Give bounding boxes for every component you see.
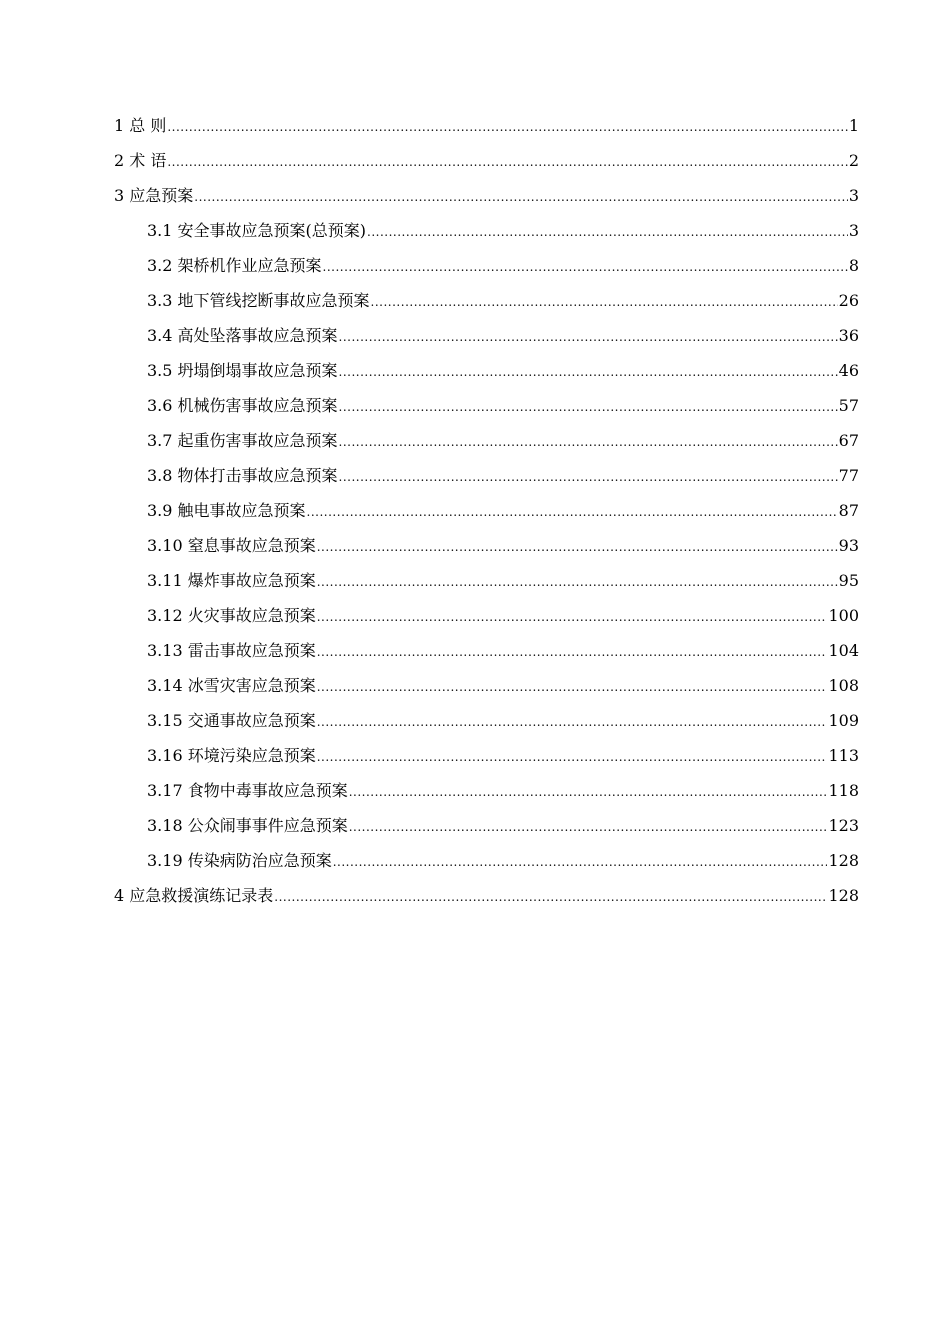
toc-leader-dots [367,217,848,247]
toc-entry-3-9[interactable] [114,496,859,531]
toc-entry-3-15[interactable] [114,706,859,741]
toc-entry-title: 3.18 公众闹事事件应急预案 [147,816,348,835]
toc-entry-3-2[interactable] [114,251,859,286]
toc-entry-page: 123 [828,816,859,835]
toc-entry-3-3[interactable] [114,286,859,321]
toc-leader-dots [317,742,828,772]
toc-entry-title: 3.1 安全事故应急预案(总预案) [147,221,367,240]
toc-entry-page: 100 [828,606,859,625]
toc-entry-title: 2 术 语 [114,151,167,170]
toc-entry-title: 3.4 高处坠落事故应急预案 [147,326,338,345]
toc-entry-3-4[interactable] [114,321,859,356]
toc-leader-dots [317,707,828,737]
toc-entry-page: 67 [838,431,859,450]
toc-entry-page: 2 [848,151,859,170]
toc-leader-dots [339,427,838,457]
toc-entry-page: 3 [848,221,859,240]
toc-entry-3-10[interactable] [114,531,859,566]
toc-leader-dots [317,637,828,667]
toc-entry-title: 3.13 雷击事故应急预案 [147,641,316,660]
toc-entry-title: 3.11 爆炸事故应急预案 [147,571,316,590]
toc-entry-page: 128 [828,886,859,905]
toc-entry-3-14[interactable] [114,671,859,706]
toc-leader-dots [274,882,827,912]
toc-entry-page: 95 [838,571,859,590]
table-of-contents [114,111,859,916]
toc-leader-dots [317,567,838,597]
toc-entry-3-6[interactable] [114,391,859,426]
toc-entry-title: 3.19 传染病防治应急预案 [147,851,332,870]
toc-entry-3-8[interactable] [114,461,859,496]
toc-entry-page: 118 [828,781,859,800]
toc-leader-dots [339,357,838,387]
toc-entry-page: 113 [828,746,859,765]
toc-leader-dots [339,462,838,492]
toc-entry-page: 46 [838,361,859,380]
toc-leader-dots [349,777,828,807]
toc-leader-dots [167,112,847,142]
toc-entry-page: 128 [828,851,859,870]
toc-entry-page: 36 [838,326,859,345]
toc-entry-3-16[interactable] [114,741,859,776]
toc-entry-3[interactable] [114,181,859,216]
toc-leader-dots [323,252,848,282]
toc-entry-page: 57 [838,396,859,415]
toc-entry-3-12[interactable] [114,601,859,636]
toc-entry-title: 4 应急救援演练记录表 [114,886,274,905]
toc-entry-title: 3.5 坍塌倒塌事故应急预案 [147,361,338,380]
toc-entry-3-7[interactable] [114,426,859,461]
toc-leader-dots [339,392,838,422]
toc-entry-title: 3.3 地下管线挖断事故应急预案 [147,291,370,310]
toc-entry-page: 8 [848,256,859,275]
toc-entry-3-19[interactable] [114,846,859,881]
toc-entry-1[interactable] [114,111,859,146]
toc-entry-title: 3.6 机械伤害事故应急预案 [147,396,338,415]
toc-entry-title: 3.14 冰雪灾害应急预案 [147,676,316,695]
toc-entry-title: 3.12 火灾事故应急预案 [147,606,316,625]
toc-entry-page: 109 [828,711,859,730]
toc-entry-3-1[interactable] [114,216,859,251]
toc-entry-title: 3.7 起重伤害事故应急预案 [147,431,338,450]
toc-entry-page: 3 [848,186,859,205]
toc-entry-page: 108 [828,676,859,695]
toc-leader-dots [194,182,848,212]
toc-entry-page: 87 [838,501,859,520]
toc-entry-2[interactable] [114,146,859,181]
toc-entry-3-17[interactable] [114,776,859,811]
toc-leader-dots [349,812,828,842]
toc-entry-3-11[interactable] [114,566,859,601]
toc-entry-title: 3.9 触电事故应急预案 [147,501,306,520]
toc-entry-3-5[interactable] [114,356,859,391]
toc-entry-title: 3.8 物体打击事故应急预案 [147,466,338,485]
toc-leader-dots [317,672,828,702]
toc-entry-title: 1 总 则 [114,116,167,135]
toc-entry-page: 77 [838,466,859,485]
toc-entry-title: 3.2 架桥机作业应急预案 [147,256,322,275]
toc-leader-dots [333,847,828,877]
toc-entry-4[interactable] [114,881,859,916]
toc-entry-page: 1 [848,116,859,135]
toc-leader-dots [371,287,838,317]
toc-leader-dots [317,532,838,562]
toc-leader-dots [307,497,838,527]
toc-entry-title: 3.17 食物中毒事故应急预案 [147,781,348,800]
toc-leader-dots [317,602,828,632]
toc-entry-page: 104 [828,641,859,660]
toc-entry-title: 3.10 窒息事故应急预案 [147,536,316,555]
toc-entry-3-13[interactable] [114,636,859,671]
toc-entry-title: 3 应急预案 [114,186,194,205]
toc-entry-title: 3.16 环境污染应急预案 [147,746,316,765]
toc-entry-page: 26 [838,291,859,310]
toc-leader-dots [167,147,847,177]
toc-entry-title: 3.15 交通事故应急预案 [147,711,316,730]
toc-leader-dots [339,322,838,352]
toc-entry-3-18[interactable] [114,811,859,846]
toc-entry-page: 93 [838,536,859,555]
